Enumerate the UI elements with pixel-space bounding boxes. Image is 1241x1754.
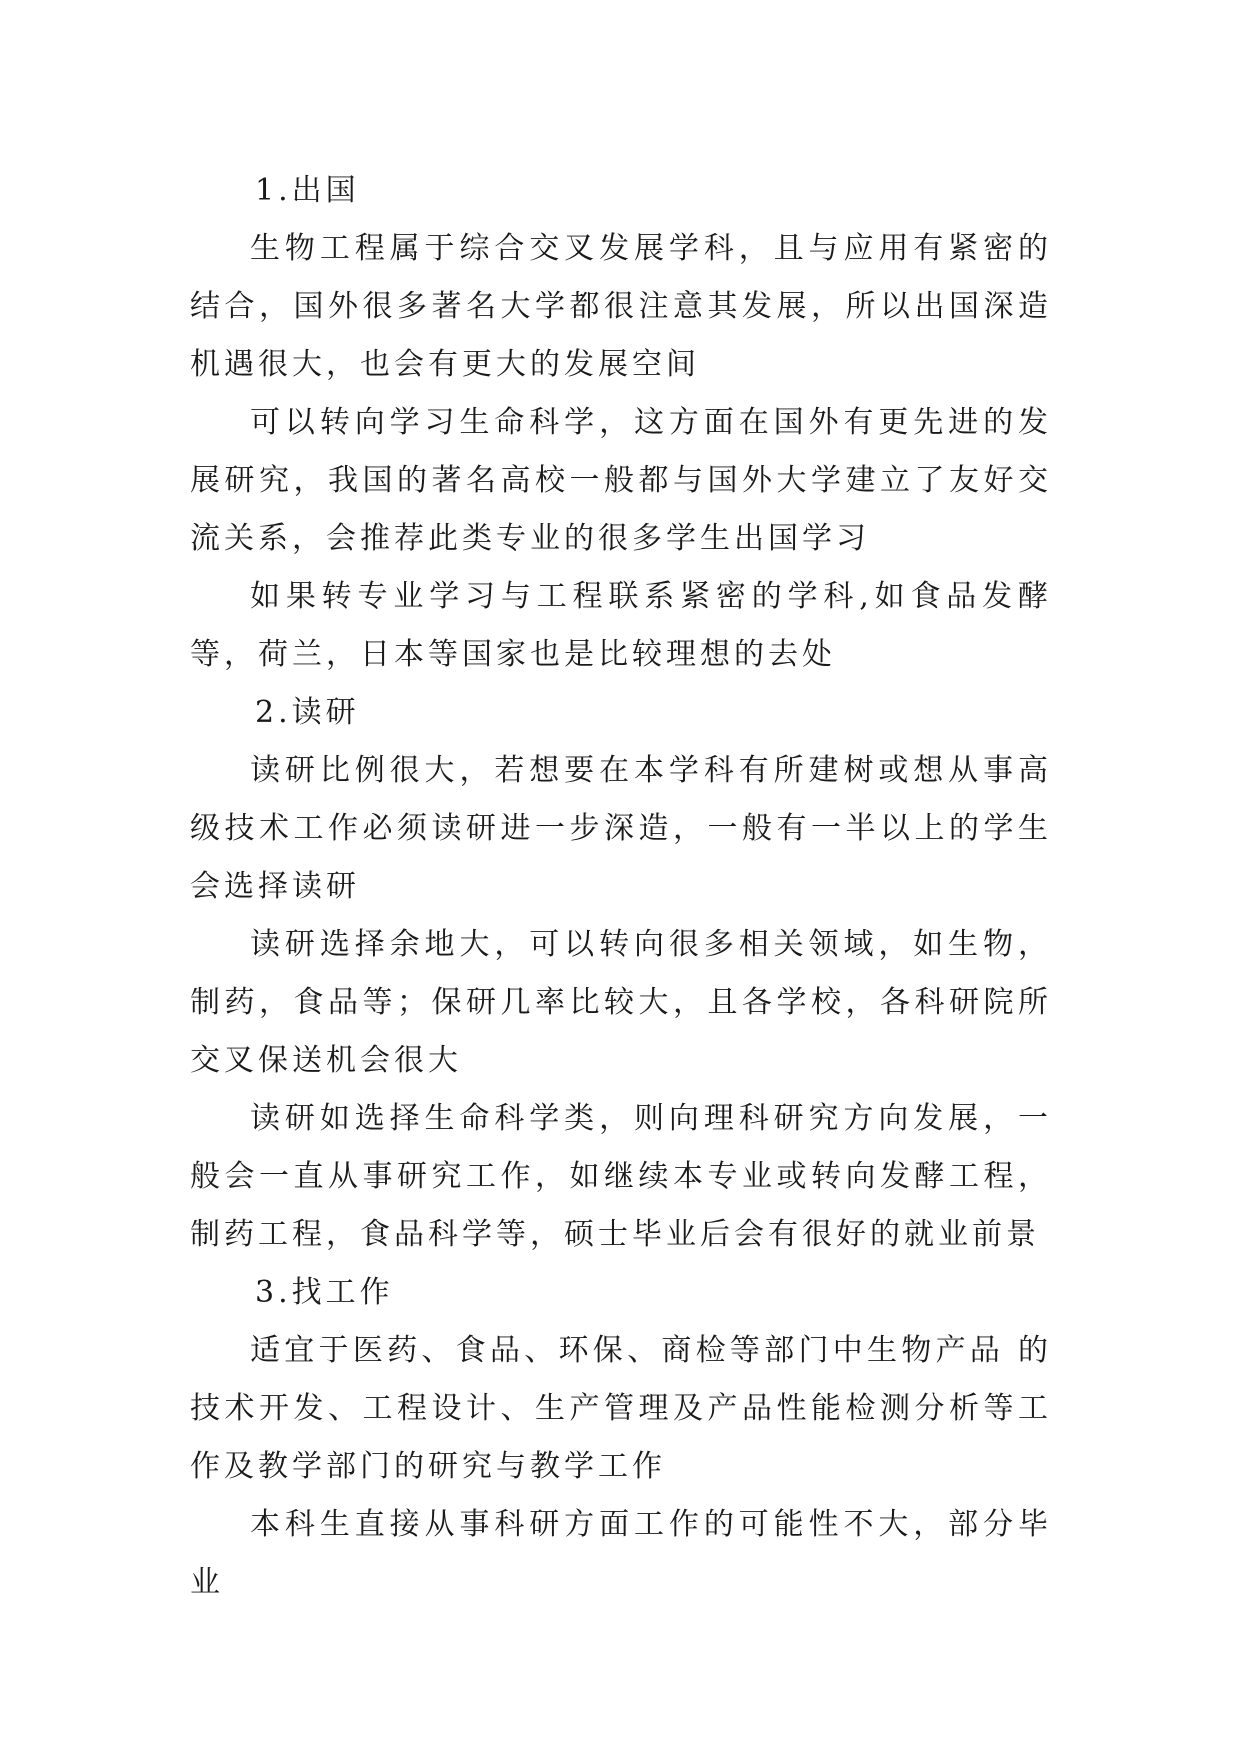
paragraph: 生物工程属于综合交叉发展学科，且与应用有紧密的结合，国外很多著名大学都很注意其发展，所以出国深造机遇很大，也会有更大的发展空间	[190, 231, 1052, 382]
paragraph: 本科生直接从事科研方面工作的可能性不大，部分毕业	[190, 1507, 1052, 1600]
paragraph: 可以转向学习生命科学，这方面在国外有更先进的发展研究，我国的著名高校一般都与国外大学建立了友好交流关系，会推荐此类专业的很多学生出国学习	[190, 405, 1052, 556]
paragraph: 读研比例很大，若想要在本学科有所建树或想从事高级技术工作必须读研进一步深造，一般有一半以上的学生会选择读研	[190, 753, 1052, 904]
paragraph: 适宜于医药、食品、环保、商检等部门中生物产品 的技术开发、工程设计、生产管理及产品性能检测分析等工作及教学部门的研究与教学工作	[190, 1333, 1052, 1484]
paragraph: 读研如选择生命科学类，则向理科研究方向发展，一般会一直从事研究工作，如继续本专业或转向发酵工程，制药工程，食品科学等，硕士毕业后会有很好的就业前景	[190, 1101, 1052, 1252]
paragraph: 读研选择余地大，可以转向很多相关领域，如生物，制药，食品等；保研几率比较大，且各学校，各科研院所交叉保送机会很大	[190, 927, 1052, 1078]
section-heading-graduate-study: 2.读研	[255, 695, 360, 730]
document-body	[190, 162, 1052, 1612]
paragraph: 如果转专业学习与工程联系紧密的学科,如食品发酵等，荷兰，日本等国家也是比较理想的去处	[190, 579, 1052, 672]
section-heading-job: 3.找工作	[255, 1275, 394, 1310]
section-heading-abroad: 1.出国	[255, 173, 360, 208]
